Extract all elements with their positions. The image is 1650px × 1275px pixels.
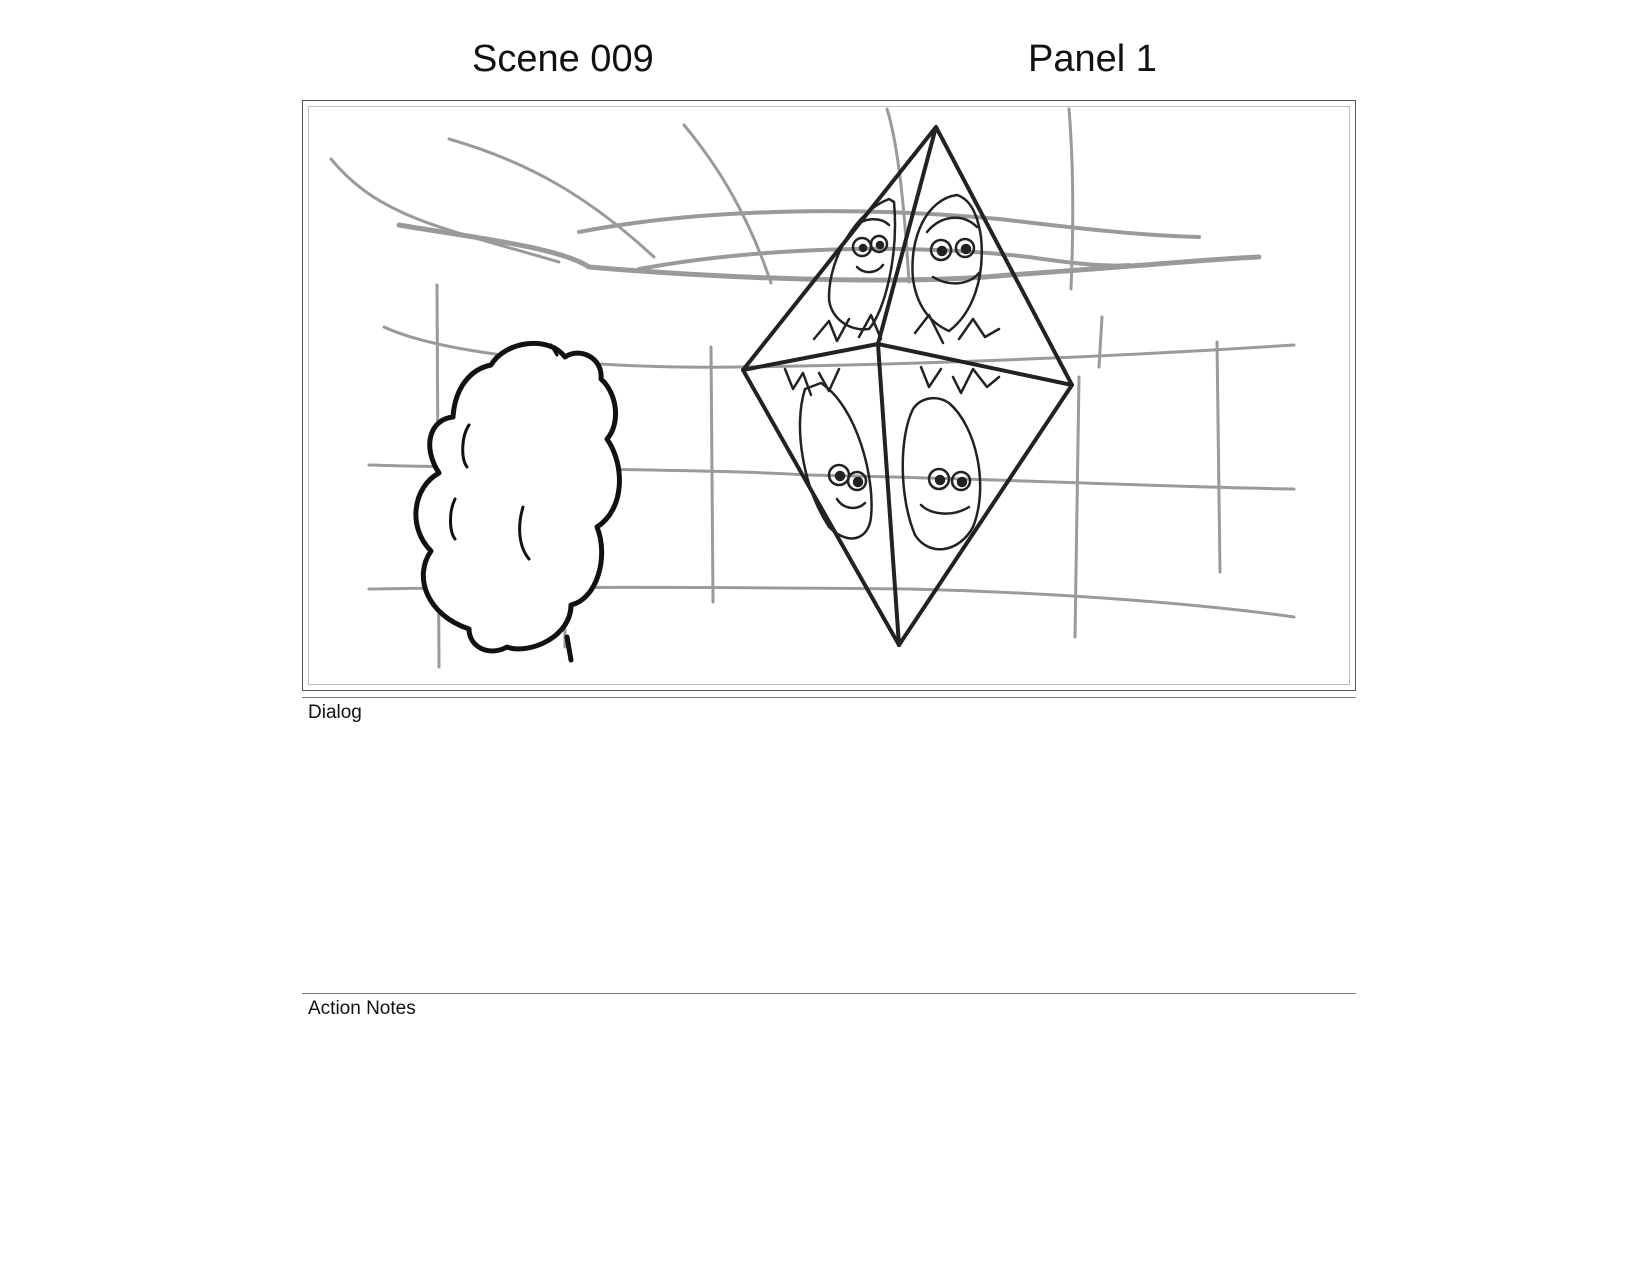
scene-number: Scene 009	[472, 38, 654, 80]
dialog-label: Dialog	[308, 702, 362, 723]
crystal-ornament	[743, 127, 1072, 645]
action-notes-label: Action Notes	[308, 998, 416, 1019]
dialog-divider	[302, 697, 1356, 698]
panel-drawing-area	[308, 106, 1350, 685]
storyboard-panel-frame	[302, 100, 1356, 691]
character-figure-lower-left	[785, 369, 872, 538]
panel-sketch	[309, 107, 1350, 685]
bush-drawing	[416, 343, 620, 651]
action-notes-divider	[302, 993, 1356, 994]
panel-number: Panel 1	[1028, 38, 1157, 80]
character-figure-lower-right	[903, 367, 999, 549]
